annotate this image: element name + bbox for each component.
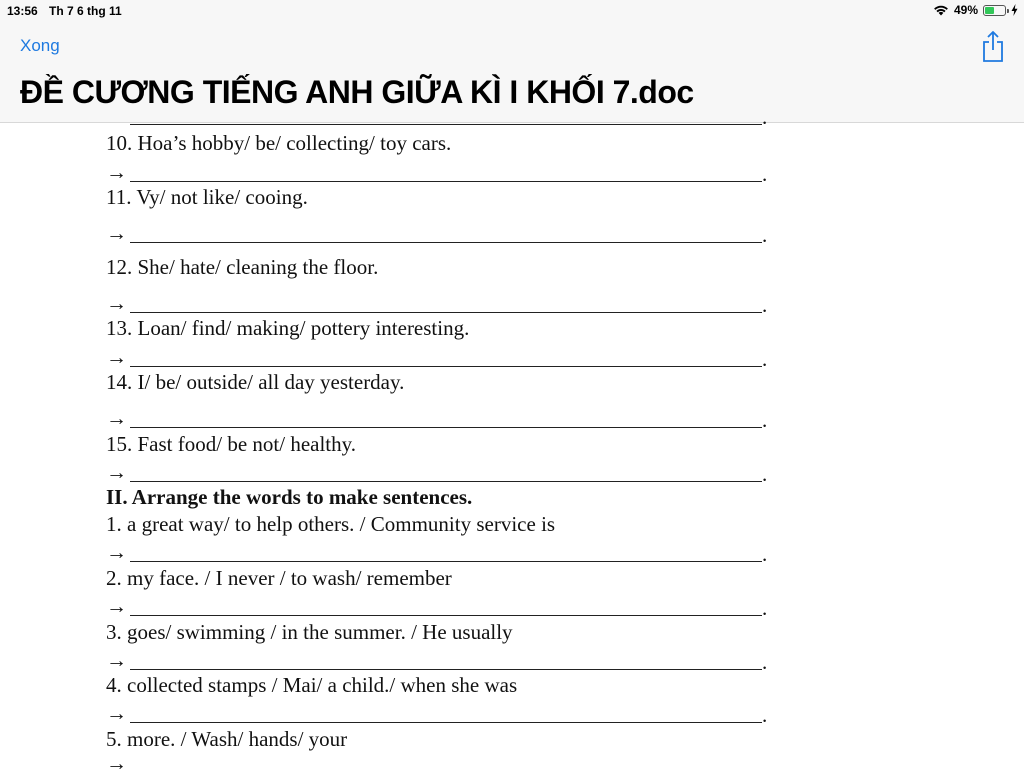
answer-period: .	[762, 703, 768, 727]
answer-period: .	[762, 462, 768, 486]
arrow-icon: →	[106, 460, 127, 484]
document-page[interactable]	[0, 105, 1024, 775]
exercise-item-14: 14. I/ be/ outside/ all day yesterday.	[106, 370, 405, 394]
answer-period: .	[762, 293, 768, 317]
battery-tip	[1007, 9, 1009, 13]
answer-rule	[130, 242, 762, 243]
arrow-icon: →	[106, 160, 127, 184]
exercise-item-15: 15. Fast food/ be not/ healthy.	[106, 432, 357, 456]
answer-period: .	[762, 408, 768, 432]
status-indicators	[933, 3, 1018, 17]
share-icon[interactable]	[980, 30, 1006, 64]
arrow-icon: →	[106, 648, 127, 672]
arrow-icon: →	[106, 701, 127, 725]
answer-rule	[130, 561, 762, 562]
answer-rule	[130, 312, 762, 313]
answer-line	[106, 460, 771, 484]
answer-rule	[130, 669, 762, 670]
status-bar	[0, 0, 1024, 22]
answer-line	[106, 406, 771, 430]
answer-period-partial: .	[762, 105, 768, 129]
answer-line	[106, 345, 771, 369]
answer-period: .	[762, 650, 768, 674]
answer-period: .	[762, 542, 768, 566]
document-title: ĐỀ CƯƠNG TIẾNG ANH GIỮA KÌ I KHỐI 7.doc	[20, 74, 694, 110]
answer-line	[106, 648, 771, 672]
arrow-icon: →	[106, 345, 127, 369]
bolt-icon	[1011, 4, 1018, 16]
done-button[interactable]: Xong	[20, 36, 60, 55]
answer-rule	[130, 181, 762, 182]
status-date: Th 7 6 thg 11	[49, 4, 122, 18]
answer-period: .	[762, 162, 768, 186]
answer-line	[106, 221, 771, 245]
arrange-item-3: 3. goes/ swimming / in the summer. / He usually	[106, 620, 513, 644]
answer-rule-partial	[130, 124, 762, 125]
arrow-icon: →	[106, 221, 127, 245]
answer-line	[106, 540, 771, 564]
arrange-item-5: 5. more. / Wash/ hands/ your	[106, 727, 348, 751]
wifi-icon	[933, 4, 949, 16]
answer-rule	[130, 366, 762, 367]
status-time: 13:56	[7, 4, 38, 18]
answer-line	[106, 701, 771, 725]
answer-rule	[130, 427, 762, 428]
answer-line	[106, 594, 771, 618]
answer-period: .	[762, 223, 768, 247]
answer-rule	[130, 615, 762, 616]
arrow-icon: →	[106, 540, 127, 564]
nav-header	[0, 22, 1024, 123]
arrange-item-4: 4. collected stamps / Mai/ a child./ when she was	[106, 673, 518, 697]
arrow-icon: →	[106, 291, 127, 315]
exercise-item-11: 11. Vy/ not like/ cooing.	[106, 185, 308, 209]
answer-rule	[130, 481, 762, 482]
answer-line	[106, 291, 771, 315]
answer-rule	[130, 722, 762, 723]
arrow-icon: →	[106, 406, 127, 430]
arrange-item-1: 1. a great way/ to help others. / Community service is	[106, 512, 556, 536]
arrow-icon: →	[106, 594, 127, 618]
arrange-item-2: 2. my face. / I never / to wash/ remember	[106, 566, 452, 590]
section-heading: II. Arrange the words to make sentences.	[106, 485, 473, 509]
answer-line	[106, 160, 771, 184]
exercise-item-13: 13. Loan/ find/ making/ pottery interesting.	[106, 316, 470, 340]
answer-period: .	[762, 347, 768, 371]
answer-period: .	[762, 596, 768, 620]
exercise-item-12: 12. She/ hate/ cleaning the floor.	[106, 255, 379, 279]
battery-icon	[983, 5, 1006, 16]
exercise-item-10: 10. Hoa’s hobby/ be/ collecting/ toy cars.	[106, 131, 452, 155]
battery-fill	[985, 7, 994, 14]
arrow-icon-partial: →	[106, 751, 127, 775]
battery-percent: 49%	[953, 3, 978, 17]
